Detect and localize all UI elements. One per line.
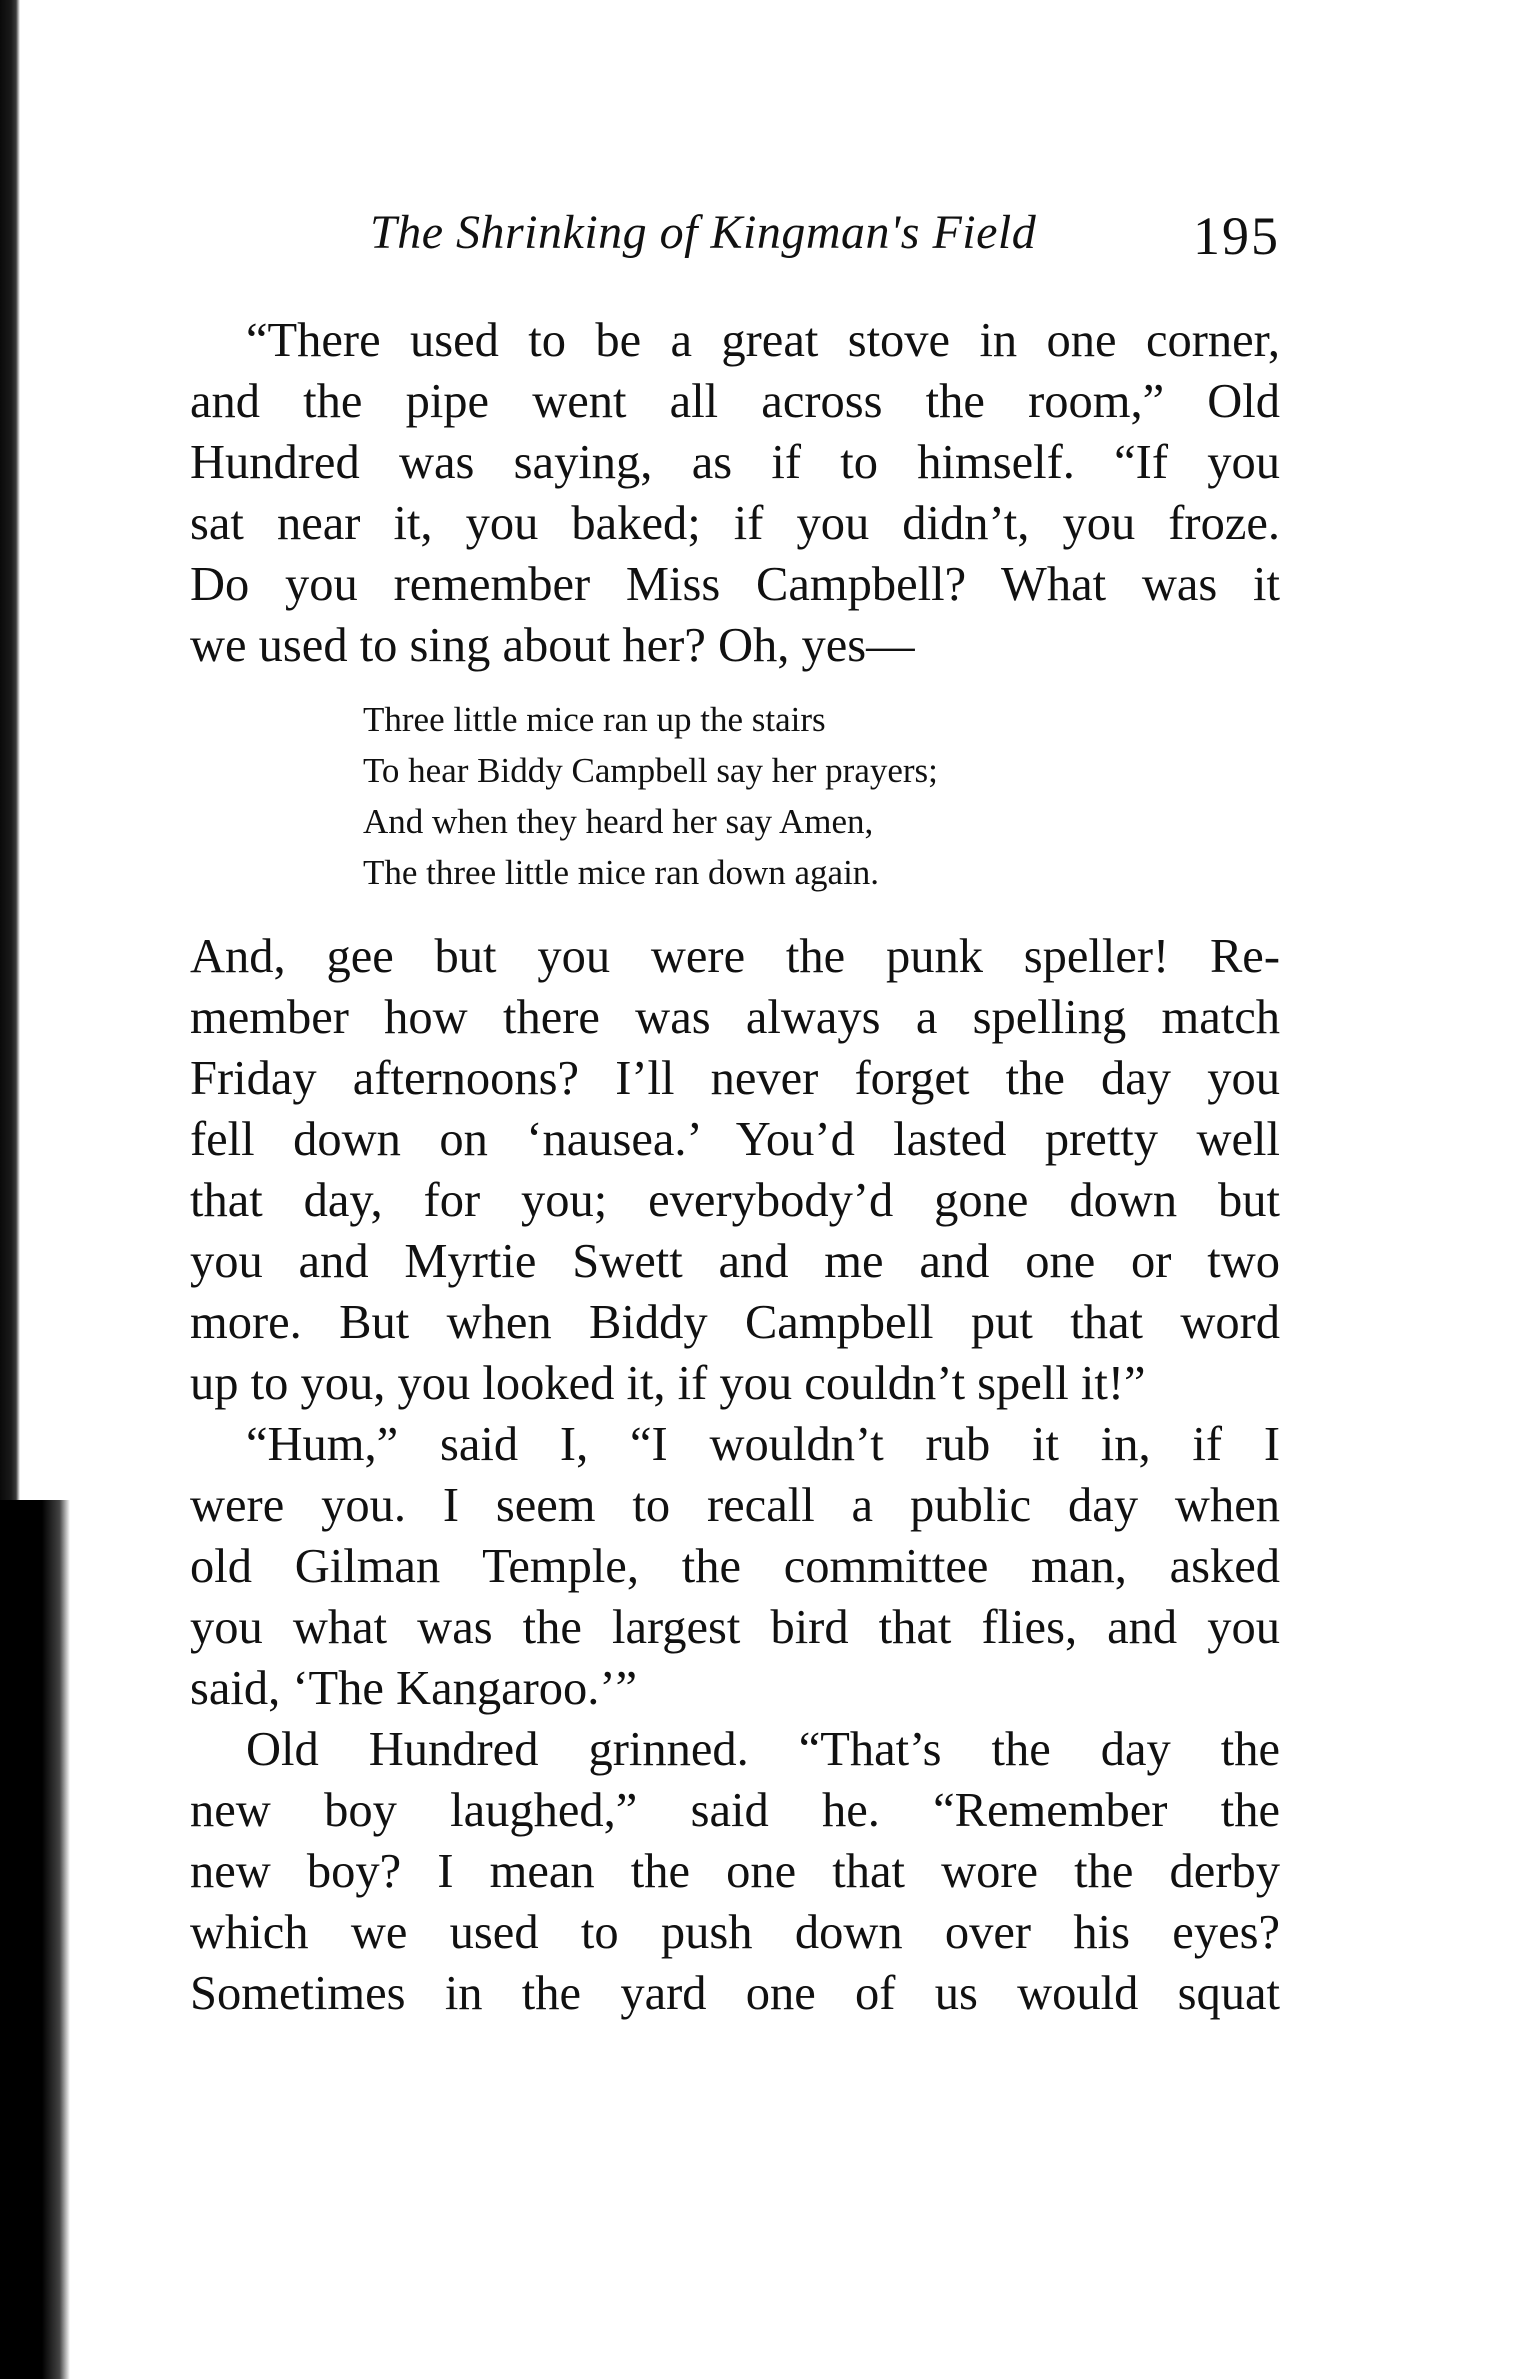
text-line: we used to sing about her? Oh, yes— xyxy=(190,619,915,672)
paragraph-4 xyxy=(190,1719,1280,2024)
text-line: new boy? I mean the one that wore the derby xyxy=(190,1845,1280,1898)
binding-edge-shadow xyxy=(0,1500,70,2379)
text-line: old Gilman Temple, the committee man, asked xyxy=(190,1540,1280,1593)
text-line: were you. I seem to recall a public day when xyxy=(190,1479,1280,1532)
text-line: “Hum,” said I, “I wouldn’t rub it in, if I xyxy=(246,1418,1280,1471)
text-line: up to you, you looked it, if you couldn’t spell it!” xyxy=(190,1357,1146,1410)
text-line: said, ‘The Kangaroo.’” xyxy=(190,1662,638,1715)
text-line: fell down on ‘nausea.’ You’d lasted pretty well xyxy=(190,1113,1280,1166)
verse-block xyxy=(363,694,1280,898)
verse-line: Three little mice ran up the stairs xyxy=(363,700,826,739)
text-line: “There used to be a great stove in one corner, xyxy=(246,314,1280,367)
text-line: which we used to push down over his eyes? xyxy=(190,1906,1280,1959)
verse-line: And when they heard her say Amen, xyxy=(363,802,874,841)
text-line: Friday afternoons? I’ll never forget the day you xyxy=(190,1052,1280,1105)
text-line: Sometimes in the yard one of us would squat xyxy=(190,1967,1280,2020)
text-line: And, gee but you were the punk speller! Re- xyxy=(190,930,1280,983)
text-line: that day, for you; everybody’d gone down but xyxy=(190,1174,1280,1227)
paragraph-3 xyxy=(190,1414,1280,1719)
running-head xyxy=(370,205,1280,275)
text-line: sat near it, you baked; if you didn’t, you froze. xyxy=(190,497,1280,550)
body-text xyxy=(190,310,1280,2024)
text-line: and the pipe went all across the room,” Old xyxy=(190,375,1280,428)
running-title: The Shrinking of Kingman's Field xyxy=(370,206,1037,259)
text-line: you what was the largest bird that flies, and you xyxy=(190,1601,1280,1654)
text-line: Do you remember Miss Campbell? What was it xyxy=(190,558,1280,611)
paragraph-1 xyxy=(190,310,1280,676)
paragraph-2 xyxy=(190,926,1280,1414)
text-line: more. But when Biddy Campbell put that word xyxy=(190,1296,1280,1349)
text-line: Hundred was saying, as if to himself. “If you xyxy=(190,436,1280,489)
text-line: you and Myrtie Swett and me and one or two xyxy=(190,1235,1280,1288)
verse-line: To hear Biddy Campbell say her prayers; xyxy=(363,751,938,790)
text-line: new boy laughed,” said he. “Remember the xyxy=(190,1784,1280,1837)
text-line: Old Hundred grinned. “That’s the day the xyxy=(246,1723,1280,1776)
verse-line: The three little mice ran down again. xyxy=(363,853,880,892)
page-number: 195 xyxy=(1193,206,1280,266)
text-line: member how there was always a spelling match xyxy=(190,991,1280,1044)
